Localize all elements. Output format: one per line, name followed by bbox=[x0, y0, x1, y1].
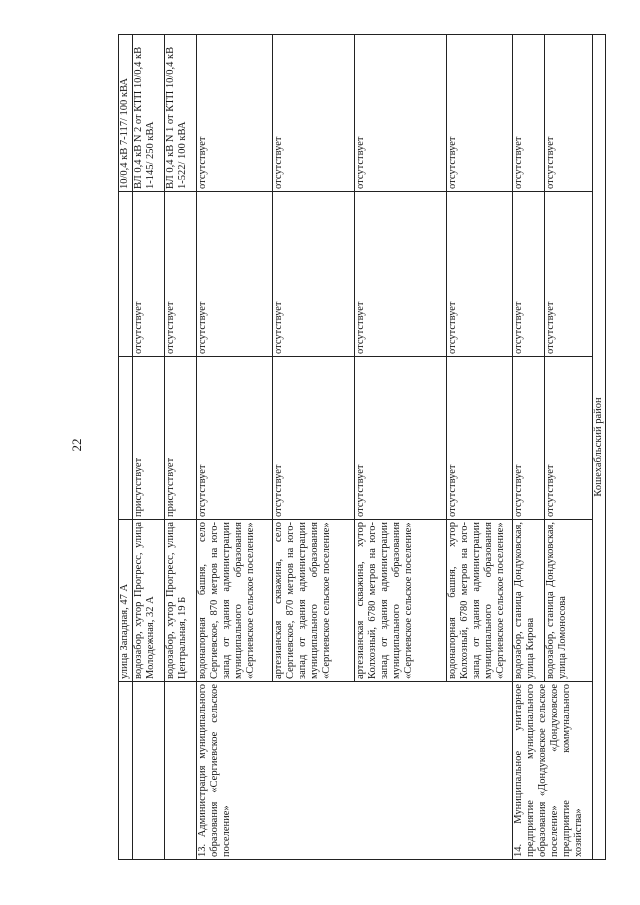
object-cell: водонапорная башня, село Сергиевское, 870 метров на юго-запад от здания администрации муниципального образования «Сергиевское сельское поселение» bbox=[197, 520, 273, 682]
district-heading: Кошехабльский район bbox=[593, 35, 606, 860]
power-line-cell: отсутствует bbox=[197, 35, 273, 192]
power-line-cell: отсутствует bbox=[447, 35, 513, 192]
status-cell: отсутствует bbox=[197, 192, 273, 357]
organization-cell: 14. Муниципальное унитарное предприятие муниципального образования «Дондуковское сельское поселение» «Дондуковское предприятие коммунального хозяйства» bbox=[513, 682, 593, 860]
status-cell: присутствует bbox=[165, 357, 197, 520]
status-cell: отсутствует bbox=[447, 357, 513, 520]
organization-cell: 13. Администрация муниципального образования «Сергиевское сельское поселение» bbox=[197, 682, 513, 860]
object-cell: артезианская скважина, хутор Колхозный, 6780 метров на юго-запад от здания администрации муниципального образования «Сергиевское сельское поселение» bbox=[355, 520, 447, 682]
organization-cell bbox=[133, 682, 165, 860]
status-cell: отсутствует bbox=[165, 192, 197, 357]
power-line-cell: ВЛ 0,4 кВ N 2 от КТП 10/0,4 кВ 1-145/ 250 кВА bbox=[133, 35, 165, 192]
status-cell: отсутствует bbox=[355, 192, 447, 357]
register-table-body bbox=[119, 35, 606, 860]
status-cell: отсутствует bbox=[545, 192, 593, 357]
power-line-cell: 10/0,4 кВ 7-117/ 100 кВА bbox=[119, 35, 133, 192]
organization-cell bbox=[119, 682, 133, 860]
status-cell: отсутствует bbox=[513, 192, 545, 357]
status-cell bbox=[119, 357, 133, 520]
object-cell: водозабор, хутор Прогресс, улица Молодежная, 32 А bbox=[133, 520, 165, 682]
organization-cell bbox=[165, 682, 197, 860]
table-row bbox=[133, 35, 165, 860]
object-cell: водозабор, станица Дондуковская, улица Кирова bbox=[513, 520, 545, 682]
status-cell: отсутствует bbox=[545, 357, 593, 520]
table-row bbox=[197, 35, 273, 860]
table-row bbox=[513, 35, 545, 860]
status-cell: отсутствует bbox=[273, 357, 355, 520]
status-cell bbox=[119, 192, 133, 357]
status-cell: отсутствует bbox=[197, 357, 273, 520]
register-table bbox=[118, 34, 606, 860]
district-row bbox=[593, 35, 606, 860]
object-cell: улица Западная, 47 А bbox=[119, 520, 133, 682]
power-line-cell: отсутствует bbox=[273, 35, 355, 192]
object-cell: водонапорная башня, хутор Колхозный, 6780 метров на юго-запад от здания администрации муниципального образования «Сергиевское сельское поселение» bbox=[447, 520, 513, 682]
power-line-cell: отсутствует bbox=[545, 35, 593, 192]
status-cell: отсутствует bbox=[513, 357, 545, 520]
power-line-cell: ВЛ 0,4 кВ N 1 от КТП 10/0,4 кВ 1-522/ 100 кВА bbox=[165, 35, 197, 192]
object-cell: водозабор, хутор Прогресс, улица Центральная, 19 Б bbox=[165, 520, 197, 682]
power-line-cell: отсутствует bbox=[355, 35, 447, 192]
object-cell: артезианская скважина, село Сергиевское, 870 метров на юго-запад от здания администрации муниципального образования «Сергиевское сельское поселение» bbox=[273, 520, 355, 682]
table-row bbox=[165, 35, 197, 860]
page-number: 22 bbox=[69, 438, 84, 452]
status-cell: отсутствует bbox=[133, 192, 165, 357]
status-cell: присутствует bbox=[133, 357, 165, 520]
status-cell: отсутствует bbox=[355, 357, 447, 520]
table-row bbox=[119, 35, 133, 860]
status-cell: отсутствует bbox=[273, 192, 355, 357]
rotated-table-container bbox=[118, 35, 604, 860]
status-cell: отсутствует bbox=[447, 192, 513, 357]
power-line-cell: отсутствует bbox=[513, 35, 545, 192]
object-cell: водозабор, станица Дондуковская, улица Ломоносова bbox=[545, 520, 593, 682]
